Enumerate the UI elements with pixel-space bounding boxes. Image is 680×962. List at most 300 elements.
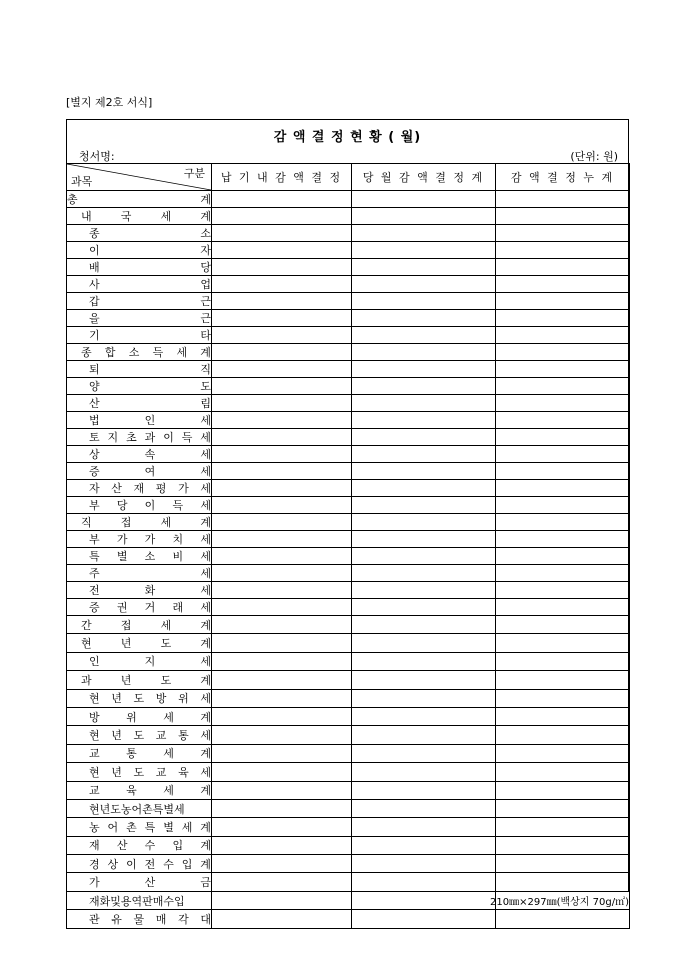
amount-cell[interactable] (496, 429, 630, 446)
amount-cell[interactable] (212, 565, 352, 582)
amount-cell[interactable] (496, 327, 630, 344)
account-item-char: 통 (126, 747, 137, 761)
account-item-char: 화 (144, 584, 156, 597)
table-row (67, 344, 630, 361)
amount-cell[interactable] (352, 378, 496, 395)
account-item-char: 세 (200, 601, 211, 614)
account-item-char: 도 (200, 380, 211, 393)
table-row (67, 873, 630, 891)
amount-cell[interactable] (352, 599, 496, 616)
amount-cell[interactable] (496, 599, 630, 616)
table-row (67, 259, 630, 276)
amount-cell[interactable] (496, 707, 630, 725)
amount-cell[interactable] (352, 310, 496, 327)
amount-cell[interactable] (212, 652, 352, 670)
amount-cell[interactable] (352, 616, 496, 634)
amount-cell[interactable] (352, 855, 496, 873)
account-item-char: 별 (116, 550, 128, 563)
amount-cell[interactable] (352, 689, 496, 707)
table-row (67, 565, 630, 582)
amount-cell[interactable] (496, 208, 630, 225)
amount-cell[interactable] (496, 361, 630, 378)
account-item-char: 초 (126, 431, 137, 444)
amount-cell[interactable] (496, 689, 630, 707)
account-item-char: 득 (181, 431, 193, 444)
amount-cell[interactable] (352, 293, 496, 310)
table-row (67, 446, 630, 463)
amount-cell[interactable] (496, 242, 630, 259)
amount-cell[interactable] (496, 259, 630, 276)
amount-cell[interactable] (212, 208, 352, 225)
table-row (67, 634, 630, 652)
account-item-char: 계 (200, 839, 211, 853)
account-item-char: 세 (200, 765, 211, 779)
amount-cell[interactable] (212, 531, 352, 548)
account-item-char: 세 (160, 210, 172, 223)
amount-cell[interactable] (212, 689, 352, 707)
amount-cell[interactable] (496, 744, 630, 762)
amount-cell[interactable] (212, 744, 352, 762)
amount-cell[interactable] (352, 446, 496, 463)
account-item-cell (67, 514, 212, 531)
account-item-cell (67, 378, 212, 395)
amount-cell[interactable] (496, 565, 630, 582)
account-item-char: 간 (81, 618, 92, 632)
table-row (67, 412, 630, 429)
account-item-char: 세 (200, 431, 211, 444)
account-item-char: 세 (176, 346, 188, 359)
table-row (67, 910, 630, 928)
account-item-char: 종 (89, 227, 100, 240)
account-item-char: 이 (163, 431, 174, 444)
account-item-char: 세 (200, 448, 211, 461)
account-item-char: 현 (81, 637, 92, 651)
account-item-char: 전 (89, 584, 100, 597)
account-item-char: 상 (107, 857, 119, 871)
account-item-char: 가 (116, 533, 128, 546)
account-item-char: 주 (89, 567, 100, 580)
amount-cell[interactable] (212, 548, 352, 565)
account-item-char: 수 (163, 857, 174, 871)
amount-cell[interactable] (496, 671, 630, 689)
table-row (67, 799, 630, 817)
amount-cell[interactable] (352, 891, 496, 909)
account-item-cell (67, 781, 212, 799)
amount-cell[interactable] (212, 463, 352, 480)
table-row (67, 763, 630, 781)
amount-cell[interactable] (212, 910, 352, 928)
amount-cell[interactable] (212, 446, 352, 463)
amount-cell[interactable] (496, 191, 630, 208)
amount-cell[interactable] (496, 836, 630, 854)
amount-cell[interactable] (352, 208, 496, 225)
account-item-char: 세 (200, 692, 211, 706)
account-item-char: 계 (200, 784, 211, 798)
account-item-char: 세 (181, 820, 193, 834)
amount-cell[interactable] (352, 818, 496, 836)
amount-cell[interactable] (496, 395, 630, 412)
account-item-char: 경 (89, 857, 100, 871)
amount-cell[interactable] (496, 634, 630, 652)
amount-cell[interactable] (496, 531, 630, 548)
amount-cell[interactable] (352, 514, 496, 531)
account-item-char: 재 (89, 839, 100, 853)
account-item-char: 계 (200, 193, 211, 206)
amount-cell[interactable] (352, 671, 496, 689)
amount-cell[interactable] (496, 781, 630, 799)
amount-cell[interactable] (352, 910, 496, 928)
column-header: 당 월 감 액 결 정 계 (352, 164, 496, 191)
amount-cell[interactable] (212, 726, 352, 744)
amount-cell[interactable] (352, 429, 496, 446)
table-row (67, 531, 630, 548)
account-item-char: 인 (144, 414, 156, 427)
report-title: 감 액 결 정 현 황 ( 월) (273, 130, 422, 145)
amount-cell[interactable] (352, 344, 496, 361)
amount-cell[interactable] (352, 634, 496, 652)
amount-cell[interactable] (212, 599, 352, 616)
account-item-char: 배 (89, 261, 100, 274)
account-item-char: 산 (89, 397, 100, 410)
amount-cell[interactable] (496, 497, 630, 514)
table-row (67, 293, 630, 310)
amount-cell[interactable] (212, 799, 352, 817)
amount-cell[interactable] (496, 378, 630, 395)
account-item-char: 위 (178, 692, 189, 706)
amount-cell[interactable] (212, 191, 352, 208)
amount-cell[interactable] (212, 781, 352, 799)
amount-cell[interactable] (496, 293, 630, 310)
account-item-cell (67, 744, 212, 762)
amount-cell[interactable] (496, 818, 630, 836)
amount-cell[interactable] (496, 225, 630, 242)
amount-cell[interactable] (212, 259, 352, 276)
claimant-label: 청서명: (79, 150, 115, 163)
account-item-char: 수 (144, 839, 156, 853)
account-item-char: 교 (89, 747, 100, 761)
account-item-char: 대 (200, 912, 211, 926)
amount-cell[interactable] (212, 514, 352, 531)
amount-cell[interactable] (212, 891, 352, 909)
amount-cell[interactable] (352, 531, 496, 548)
account-item-cell (67, 910, 212, 928)
amount-cell[interactable] (352, 191, 496, 208)
account-item-cell (67, 293, 212, 310)
account-item-char: 세 (200, 533, 211, 546)
account-item-cell (67, 582, 212, 599)
amount-cell[interactable] (352, 707, 496, 725)
amount-cell[interactable] (496, 855, 630, 873)
table-row (67, 225, 630, 242)
account-item-char: 자 (200, 244, 211, 257)
table-row (67, 242, 630, 259)
account-item-char: 직 (200, 363, 211, 376)
account-item-char: 과 (81, 673, 92, 687)
amount-cell[interactable] (212, 616, 352, 634)
amount-cell[interactable] (496, 412, 630, 429)
account-item-cell (67, 480, 212, 497)
account-item-char: 세 (160, 516, 172, 529)
column-header: 납 기 내 감 액 결 정 (212, 164, 352, 191)
amount-cell[interactable] (212, 327, 352, 344)
amount-cell[interactable] (352, 726, 496, 744)
account-item-char: 법 (89, 414, 100, 427)
header-gubun: 구분 (183, 167, 205, 180)
amount-cell[interactable] (352, 548, 496, 565)
amount-cell[interactable] (496, 910, 630, 928)
amount-cell[interactable] (212, 873, 352, 891)
account-item-char: 세 (200, 729, 211, 743)
table-row (67, 582, 630, 599)
account-item-char: 접 (120, 516, 132, 529)
account-item-char: 상 (89, 448, 100, 461)
amount-cell[interactable] (352, 412, 496, 429)
amount-cell[interactable] (212, 707, 352, 725)
amount-cell[interactable] (212, 412, 352, 429)
account-item-char: 여 (144, 465, 156, 478)
account-item-char: 이 (144, 499, 156, 512)
account-item-char: 득 (152, 346, 164, 359)
account-item-char: 교 (89, 784, 100, 798)
account-item-char: 비 (172, 550, 184, 563)
account-item-char: 합 (104, 346, 116, 359)
amount-cell[interactable] (352, 873, 496, 891)
account-item-char: 기 (89, 329, 100, 342)
amount-cell[interactable] (212, 361, 352, 378)
amount-cell[interactable] (496, 799, 630, 817)
account-item-char: 속 (144, 448, 156, 461)
account-item-char: 증 (89, 601, 100, 614)
account-item-char: 림 (200, 397, 211, 410)
account-item-char: 년 (120, 673, 132, 687)
amount-cell[interactable] (496, 344, 630, 361)
amount-cell[interactable] (496, 480, 630, 497)
amount-cell[interactable] (496, 873, 630, 891)
amount-cell[interactable] (496, 446, 630, 463)
account-item-char: 세 (200, 414, 211, 427)
amount-cell[interactable] (352, 361, 496, 378)
account-item-char: 교 (155, 765, 167, 779)
amount-cell[interactable] (212, 634, 352, 652)
account-item-cell (67, 412, 212, 429)
amount-cell[interactable] (496, 582, 630, 599)
table-row (67, 671, 630, 689)
account-item-char: 교 (155, 729, 167, 743)
account-item-char: 계 (200, 820, 211, 834)
account-item-char: 퇴 (89, 363, 100, 376)
account-item-char: 내 (81, 210, 92, 223)
header-row (67, 164, 630, 191)
amount-cell[interactable] (212, 497, 352, 514)
account-item-char: 각 (178, 912, 189, 926)
paper-spec-note: 210㎜×297㎜(백상지 70g/㎡) (490, 897, 629, 908)
amount-cell[interactable] (352, 276, 496, 293)
amount-cell[interactable] (212, 344, 352, 361)
account-item-cell (67, 208, 212, 225)
account-item-char: 세 (163, 784, 174, 798)
amount-cell[interactable] (212, 276, 352, 293)
amount-cell[interactable] (352, 480, 496, 497)
table-row (67, 514, 630, 531)
account-item-cell (67, 616, 212, 634)
table-row (67, 480, 630, 497)
account-item-cell (67, 799, 212, 817)
account-item-cell (67, 242, 212, 259)
table-row (67, 781, 630, 799)
account-item-char: 위 (126, 710, 137, 724)
amount-cell[interactable] (352, 327, 496, 344)
account-item-char: 세 (200, 465, 211, 478)
account-item-char: 년 (111, 729, 122, 743)
table-row (67, 599, 630, 616)
amount-cell[interactable] (352, 652, 496, 670)
amount-cell[interactable] (212, 310, 352, 327)
amount-cell[interactable] (212, 582, 352, 599)
table-row (67, 191, 630, 208)
account-item-char: 현년도농어촌특별세 (89, 802, 185, 816)
account-item-char: 지 (107, 431, 119, 444)
amount-cell[interactable] (352, 259, 496, 276)
account-item-char: 근 (200, 295, 211, 308)
account-item-char: 세 (163, 747, 174, 761)
account-item-char: 직 (81, 516, 92, 529)
amount-cell[interactable] (212, 855, 352, 873)
amount-cell[interactable] (352, 799, 496, 817)
amount-cell[interactable] (496, 276, 630, 293)
table-row (67, 707, 630, 725)
account-item-char: 촌 (126, 820, 137, 834)
amount-cell[interactable] (352, 582, 496, 599)
amount-cell[interactable] (352, 225, 496, 242)
account-item-cell (67, 344, 212, 361)
account-item-char: 세 (200, 499, 211, 512)
account-item-char: 별 (163, 820, 174, 834)
account-item-char: 도 (160, 637, 172, 651)
account-item-cell (67, 671, 212, 689)
amount-cell[interactable] (212, 293, 352, 310)
account-item-char: 가 (89, 876, 100, 890)
amount-cell[interactable] (496, 763, 630, 781)
account-item-char: 토 (89, 431, 100, 444)
account-item-cell (67, 565, 212, 582)
table-row (67, 497, 630, 514)
account-item-char: 입 (181, 857, 193, 871)
account-item-char: 입 (172, 839, 184, 853)
amount-cell[interactable] (496, 616, 630, 634)
amount-cell[interactable] (212, 225, 352, 242)
table-row (67, 208, 630, 225)
account-item-char: 지 (144, 655, 156, 669)
amount-cell[interactable] (212, 395, 352, 412)
account-item-char: 타 (200, 329, 211, 342)
amount-cell[interactable] (212, 480, 352, 497)
account-item-char: 가 (144, 533, 156, 546)
account-item-cell (67, 818, 212, 836)
table-row (67, 548, 630, 565)
amount-cell[interactable] (352, 781, 496, 799)
account-item-cell (67, 429, 212, 446)
account-item-char: 세 (200, 567, 211, 580)
amount-cell[interactable] (212, 378, 352, 395)
account-item-char: 세 (200, 482, 211, 495)
account-item-char: 치 (172, 533, 184, 546)
amount-cell[interactable] (212, 818, 352, 836)
amount-cell[interactable] (496, 726, 630, 744)
table-row (67, 327, 630, 344)
account-item-cell (67, 497, 212, 514)
account-item-cell (67, 548, 212, 565)
account-item-cell (67, 463, 212, 480)
account-item-char: 년 (111, 765, 122, 779)
account-item-char: 금 (200, 876, 211, 890)
account-item-char: 계 (200, 637, 211, 651)
account-item-char: 국 (120, 210, 132, 223)
table-row (67, 361, 630, 378)
table-row (67, 310, 630, 327)
table-row (67, 689, 630, 707)
table-row (67, 378, 630, 395)
account-item-char: 계 (200, 618, 211, 632)
account-item-char: 평 (155, 482, 167, 495)
amount-cell[interactable] (352, 463, 496, 480)
amount-cell[interactable] (352, 565, 496, 582)
account-item-char: 통 (178, 729, 189, 743)
table-row (67, 276, 630, 293)
table-row (67, 744, 630, 762)
form-label: [별지 제2호 서식] (66, 96, 153, 109)
account-item-cell (67, 599, 212, 616)
amount-cell[interactable] (352, 497, 496, 514)
amount-cell[interactable] (212, 671, 352, 689)
account-item-cell (67, 873, 212, 891)
account-item-cell (67, 310, 212, 327)
account-item-cell (67, 855, 212, 873)
amount-cell[interactable] (212, 836, 352, 854)
account-item-char: 특 (89, 550, 100, 563)
account-item-cell (67, 707, 212, 725)
amount-cell[interactable] (496, 548, 630, 565)
account-item-char: 산 (144, 876, 156, 890)
account-item-char: 갑 (89, 295, 100, 308)
account-item-char: 세 (160, 618, 172, 632)
account-item-char: 물 (133, 912, 145, 926)
amount-cell[interactable] (496, 514, 630, 531)
account-item-char: 을 (89, 312, 100, 325)
amount-cell[interactable] (496, 310, 630, 327)
amount-cell[interactable] (352, 836, 496, 854)
account-item-cell (67, 446, 212, 463)
amount-cell[interactable] (352, 763, 496, 781)
account-item-char: 권 (116, 601, 128, 614)
amount-cell[interactable] (496, 652, 630, 670)
amount-cell[interactable] (212, 429, 352, 446)
amount-cell[interactable] (496, 463, 630, 480)
account-item-cell (67, 689, 212, 707)
amount-cell[interactable] (352, 395, 496, 412)
account-item-char: 업 (200, 278, 211, 291)
amount-cell[interactable] (212, 763, 352, 781)
table-row (67, 855, 630, 873)
account-item-char: 도 (133, 692, 145, 706)
account-item-cell (67, 531, 212, 548)
account-item-char: 소 (200, 227, 211, 240)
amount-cell[interactable] (212, 242, 352, 259)
amount-cell[interactable] (352, 242, 496, 259)
account-item-char: 매 (155, 912, 167, 926)
account-item-char: 도 (160, 673, 172, 687)
account-item-char: 유 (111, 912, 122, 926)
amount-cell[interactable] (352, 744, 496, 762)
